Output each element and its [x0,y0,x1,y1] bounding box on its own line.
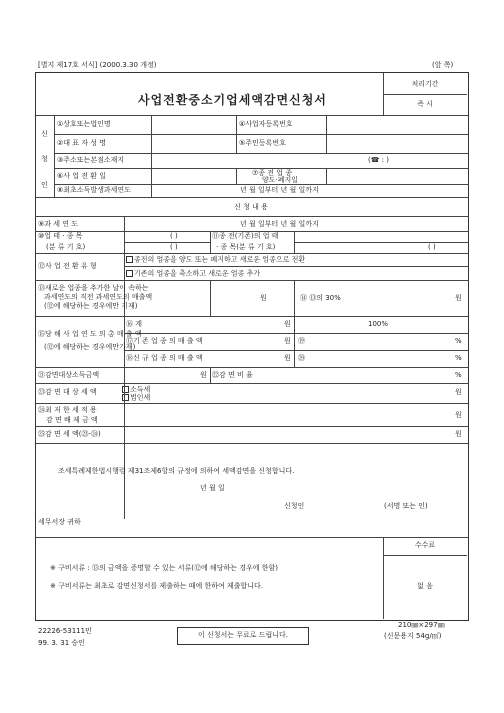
reduction-rate-unit: % [455,371,462,379]
form-number: [별지 제17호 서식] (2000.3.30 개정) [38,61,157,69]
processing-label: 처리기간 [411,80,439,88]
content-header: 신 청 내 용 [234,203,268,211]
tax-year-period[interactable]: 년 월 일부터 년 월 일까지 [240,220,319,228]
checkbox-icon[interactable] [126,270,133,277]
declaration-date[interactable]: 년 월 일 [200,484,225,492]
label-company-name: ①상호또는법인명 [57,120,111,128]
addressee: 세무서장 귀하 [38,518,81,526]
note-1: ※ 구비서류 : ⑬의 금액을 증명할 수 있는 서류(⑫에 해당하는 경우에 한함) [50,564,278,572]
percent-100: 100% [368,320,389,328]
fee-label: 수수료 [414,541,436,549]
applicant-side-3: 인 [41,181,48,189]
conversion-option-1[interactable]: 종전의 업종을 양도 또는 폐지하고 새로운 업종으로 전환 [126,256,305,264]
existing-sales-unit: 원 [284,337,291,345]
label-existing-sales: ⑰기 존 업 종 의 매 출 액 [126,337,203,345]
approval-date: 99. 3. 31 승인 [38,639,85,647]
side-label: (앞 쪽) [432,61,454,69]
label-transfer-date: 양도·폐지일 [262,176,299,184]
label-resident-reg-no: ⑤주민등록번호 [239,139,286,147]
label-classification: (분 류 기 호) [46,243,86,251]
mark-19: ⑲ [298,337,305,345]
prior-code[interactable]: ( ) [428,243,436,251]
phone-field[interactable]: (☎ : ) [368,156,389,164]
taxable-income-unit: 원 [200,371,207,379]
new-pct: % [455,354,462,362]
label-business-reg-no: ④사업자등록번호 [239,120,293,128]
paper-type: (신문용지 54g/㎡) [384,632,442,640]
business-code-2[interactable]: ( ) [170,243,178,251]
corp-tax-option[interactable]: 법인세 [122,394,150,402]
reduction-tax-unit: 원 [455,388,462,396]
label-prior-business: ⑦종 전 업 종 [252,169,292,177]
label-prior-item: · 종 목(분 류 기 호) [216,243,276,251]
minimum-tax-unit: 원 [455,411,462,419]
note-2: ※ 구비서류는 최초로 감면신청서를 제출하는 때에 한하여 제출합니다. [50,582,264,590]
form-title: 사업전환중소기업세액감면신청서 [138,93,327,107]
label-reduction-tax: ㉓감 면 대 상 세 액 [38,388,97,396]
label-prior-type: ⑪종 전(기존)의 업 태 [212,232,279,240]
first-income-period[interactable]: 년 월 일부터 년 월 일까지 [240,186,319,194]
applicant-label: 신청인 [284,502,305,510]
label-sales-total: ⑯ 계 [126,320,142,328]
label-prior-sales-2: 과세연도의 직전 과세연도의 매출액 [44,293,153,301]
applicant-side-2: 청 [41,155,48,163]
label-minimum-tax-1: ㉔최 저 한 세 적 용 [38,406,97,414]
form-code: 22226-53111민 [38,627,92,635]
label-reduced-tax: ㉕감 면 세 액(㉓-㉔) [38,430,101,438]
conversion-option-2[interactable]: 기존의 업종을 축소하고 새로운 업종 추가 [126,270,260,278]
prior-sales-unit: 원 [260,294,267,302]
applicant-side-1: 신 [41,130,48,138]
label-prior-sales-1: ⑬새로운 업종을 추가한 날이 속하는 [38,284,149,292]
label-minimum-tax-2: 감 면 배 제 금 액 [46,416,98,424]
reduced-tax-unit: 원 [455,430,462,438]
label-tax-year: ⑨과 세 연 도 [38,220,78,228]
existing-pct: % [455,337,462,345]
signature-field[interactable]: (서명 또는 인) [384,502,428,510]
label-business-type: ⑩업 태 · 종 목 [38,232,83,240]
sales-total-unit: 원 [284,320,291,328]
label-address: ③주소또는본점소재지 [57,156,125,164]
label-conversion-type: ⑫사 업 전 환 유 형 [38,262,97,270]
processing-value: 즉 시 [417,100,433,108]
label-new-sales: ⑱신 규 업 종 의 매 출 액 [126,354,203,362]
label-first-income-year: ⑧최초소득발생과세연도 [57,186,131,194]
mark-20: ⑳ [298,354,305,362]
percent-30-unit: 원 [455,294,462,302]
new-sales-unit: 원 [284,354,291,362]
label-taxable-income: ㉑감면대상소득금액 [38,371,100,379]
business-code-1[interactable]: ( ) [170,232,178,240]
declaration-text: 조세특례제한법시행령 제31조제6항의 규정에 의하여 세액감면을 신청합니다. [58,467,295,475]
label-conversion-date: ⑥사 업 전 환 일 [57,172,106,180]
label-total-sales-1: ⑮당 해 사 업 연 도 의 총 매 출 액 [38,330,142,338]
income-tax-option[interactable]: 소득세 [122,386,150,394]
label-reduction-rate: ㉒감 면 비 율 [212,371,253,379]
label-prior-sales-3: (⑫에 해당하는 경우에만 기재) [44,302,138,310]
label-representative: ②대 표 자 성 명 [57,139,106,147]
label-total-sales-2: (⑫에 해당하는 경우에만기재) [44,343,136,351]
free-notice: 이 신청서는 무료로 드립니다. [197,631,289,639]
label-30-percent: ⑭ ⑬의 30% [300,294,341,302]
paper-size: 210㎜×297㎜ [398,621,445,629]
checkbox-icon[interactable] [126,256,133,263]
fee-value: 없 음 [417,582,433,590]
